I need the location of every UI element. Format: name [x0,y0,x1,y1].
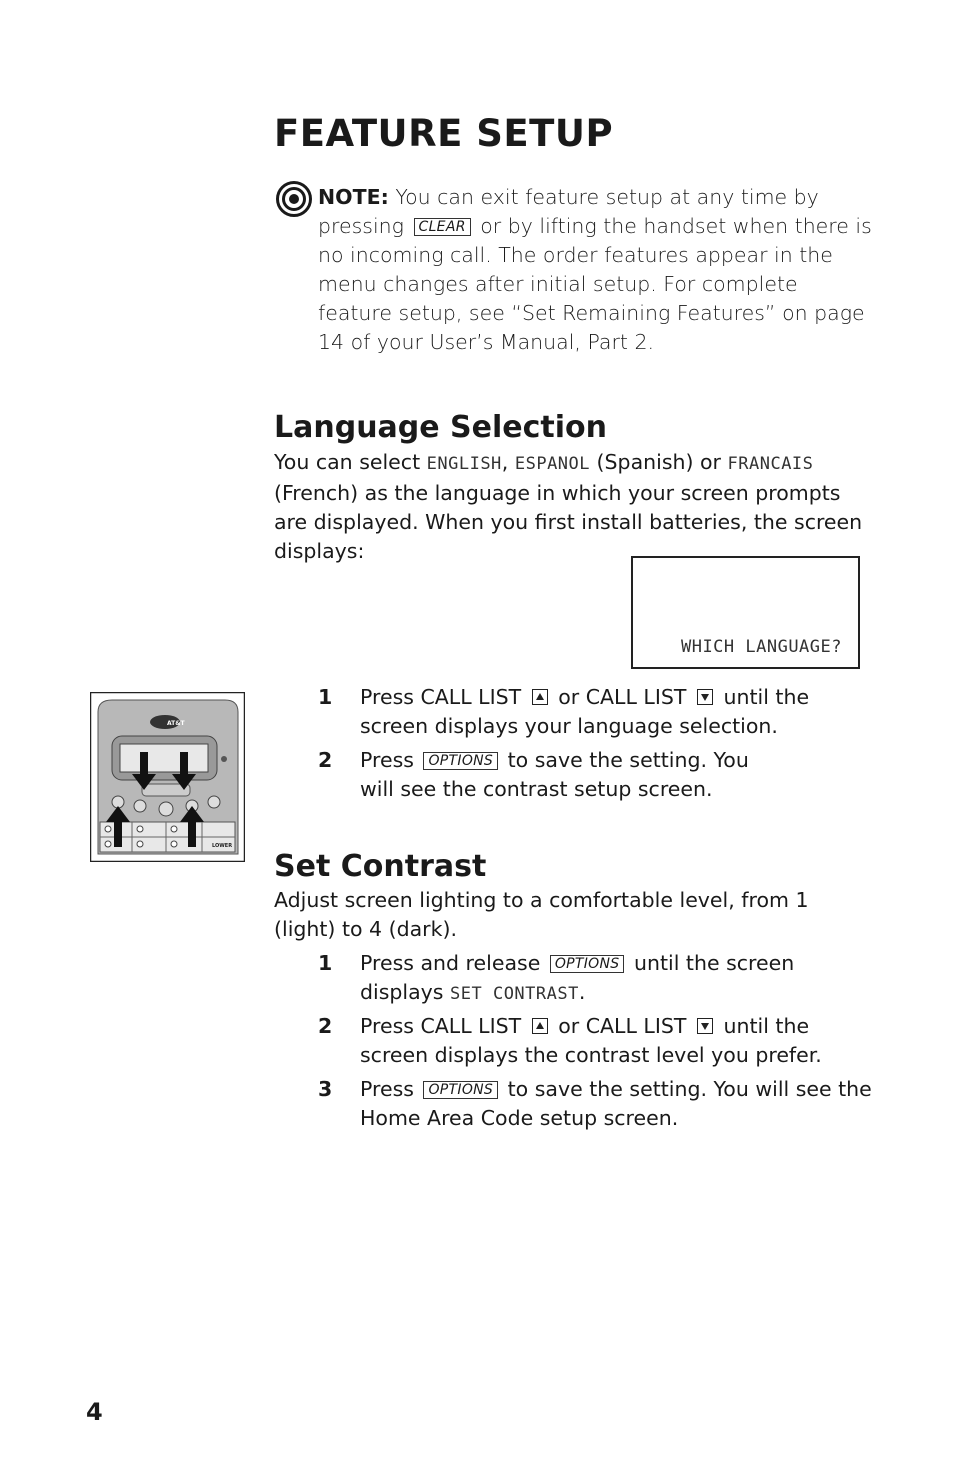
option-espanol: ESPANOL [514,454,591,474]
phone-brand-logo: AT&T [167,720,185,727]
contrast-step-3: 3 Press OPTIONS to save the setting. You will see the Home Area Code setup screen. [318,1077,872,1130]
page-number: 4 [86,1398,103,1426]
options-key: OPTIONS [423,1081,498,1099]
down-arrow-key-icon [697,689,713,705]
lower-button-label: LOWER [212,843,233,849]
options-key: OPTIONS [550,955,625,973]
up-arrow-key-icon [532,689,548,705]
contrast-heading: Set Contrast [274,849,487,884]
language-step-2: 2 Press OPTIONS to save the setting. You will see the contrast setup screen. [318,748,749,801]
language-heading: Language Selection [274,410,608,445]
phone-base-illustration [90,692,245,862]
language-step-1: 1 Press CALL LIST or CALL LIST until the screen displays your language selection. [318,685,810,738]
option-english: ENGLISH [426,454,502,474]
up-arrow-key-icon [532,1018,548,1034]
note-target-icon [276,181,312,217]
language-intro: You can select ENGLISH, ESPANOL (Spanish) or FRANCAIS (French) as the language in which your screen prompts are displayed. When you first install batteries, the screen displays: [274,450,863,563]
options-key: OPTIONS [423,752,498,770]
lcd-screen-display [631,556,860,669]
note-text: NOTE: You can exit feature setup at any time by pressing CLEAR or by lifting the handset when there is no incoming call. The order features appear in the menu changes after initial setup. For complete feature setup, see “Set Remaining Features” on page 14 of your User’s Manual, Part 2. [318,185,872,354]
contrast-intro: Adjust screen lighting to a comfortable level, from 1 (light) to 4 (dark). [274,888,809,941]
page-title: FEATURE SETUP [274,112,614,155]
lcd-screen-text: WHICH LANGUAGE? [680,637,842,657]
note-label: NOTE: [318,185,389,209]
down-arrow-key-icon [697,1018,713,1034]
clear-key: CLEAR [414,218,471,236]
option-francais: FRANCAIS [727,454,814,474]
contrast-step-2: 2 Press CALL LIST or CALL LIST until the screen displays the contrast level you prefer. [318,1014,822,1067]
lcd-set-contrast: SET CONTRAST [450,984,579,1004]
contrast-step-1: 1 Press and release OPTIONS until the screen displays SET CONTRAST. [318,951,795,1004]
